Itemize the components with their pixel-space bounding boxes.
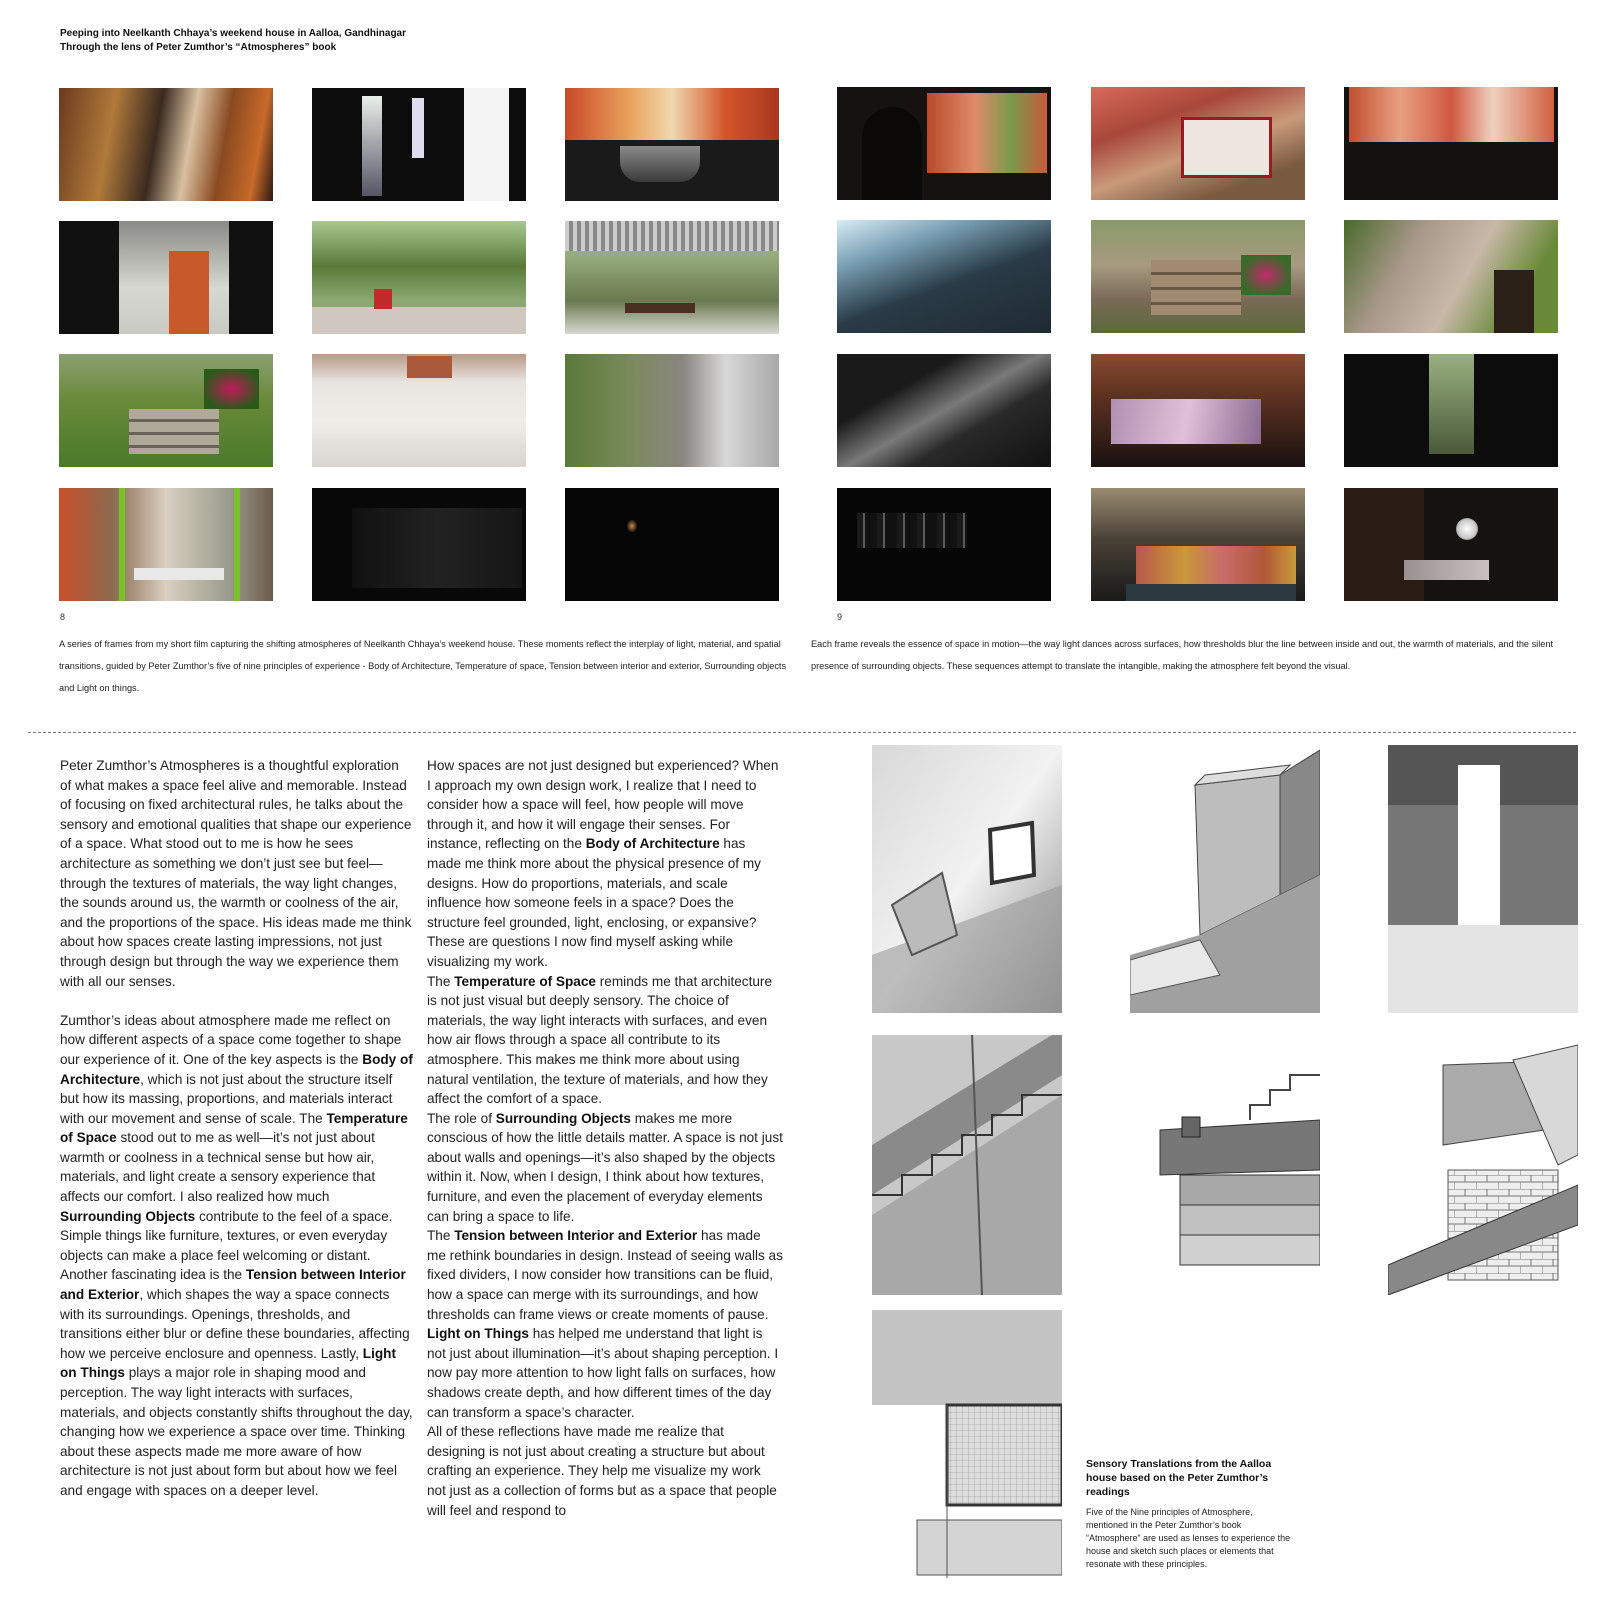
header-title: Peeping into Neelkanth Chhaya’s weekend house in Aalloa, Gandhinagar [60,28,407,39]
page-number-left: 8 [60,612,66,622]
photo-frame-dark-interior [312,88,526,201]
sketch-staircase [872,1035,1062,1295]
photo-frame-orange-room [59,488,273,601]
photo-frame-table-trees [312,221,526,334]
photo-frame-verandah [565,221,779,334]
section-divider [28,732,1576,733]
essay-paragraph: Peter Zumthor’s Atmospheres is a thoughtful exploration of what makes a space feel alive and memorable. Instead of focusing on fixed architectural rules, he talks about the sensory and emotional qualities that shape our experience of a space. What stood out to me is how he sees architecture as something we don’t just see but feel—through the textures of materials, the way light changes, the sounds around us, the warmth or coolness of the air, and the proportions of the space. His ideas made me think about how spaces create lasting impressions, not just through design but through the way we experience them with all our senses. [60,758,412,989]
photo-frame-sunlit-floor [837,220,1051,333]
photo-frame-orange-corridor [59,221,273,334]
photo-frame-garden-wall [1344,220,1558,333]
photo-frame-garden-steps [59,354,273,467]
essay-paragraph: All of these reflections have made me realize that designing is not just about creating a structure but about crafting an experience. They help me visualize my work not just as a collection of forms but as a space that people will feel and respond to [427,1424,777,1518]
sketches-title: Sensory Translations from the Aalloa house based on the Peter Zumthor’s readings [1086,1458,1272,1498]
sketch-brick-slabs [1388,1035,1578,1295]
essay-paragraph: The Tension between Interior and Exterior has made me rethink boundaries in design. Instead of seeing walls as fixed dividers, I now consider how transitions can be fluid, how a space can merge with its surroundings, and how thresholds can frame views or create moments of pause. [427,1228,783,1322]
document-header [60,27,406,55]
photo-frame-night-lamp [565,488,779,601]
sketch-stone-steps [1130,1035,1320,1295]
photo-frame-night-screens [837,488,1051,601]
photo-frame-kitchen-pan [565,88,779,201]
sketch-window-opening [872,1310,1062,1578]
photo-frame-bookshelf [59,88,273,201]
essay-column-1 [60,756,413,1501]
photo-frame-dark-doorway [1344,354,1558,467]
sketch-light-doorway [1388,745,1578,1013]
page-number-right: 9 [837,612,843,622]
photo-frame-side-passage [565,354,779,467]
essay-paragraph: Zumthor’s ideas about atmosphere made me reflect on how different aspects of a space come together to shape our experience of it. One of the key aspects is the Body of Architecture, which is not just about the structure itself but how its massing, proportions, and materials interact with our movement and sense of scale. The Temperature of Space stood out to me as well—it’s not just about warmth or coolness in a technical sense but how air, materials, and light create a sensory experience that affects our comfort. I also realized how much Surrounding Objects contribute to the feel of a space. Simple things like furniture, textures, or even everyday objects can make a place feel welcoming or distant. Another fascinating idea is the Tension between Interior and Exterior, which shapes the way a space connects with its surroundings. Openings, thresholds, and transitions either blur or define these boundaries, affecting how we perceive enclosure and openness. Lastly, Light on Things plays a major role in shaping mood and perception. The way light interacts with surfaces, materials, and objects constantly shifts throughout the day, changing how we experience a space over time. Thinking about these aspects made me more aware of how architecture is not just about form but about how we feel and engage with spaces on a deeper level. [60,1012,413,1498]
photo-frame-person-window [837,87,1051,200]
essay-paragraph: The role of Surrounding Objects makes me more conscious of how the little details matter. A space is not just about walls and openings—it’s also shaped by the objects within it. Now, when I design, I think about how textures, furniture, and even the placement of everyday elements can bring a space to life. [427,1110,783,1224]
sketch-concrete-corner [1130,745,1320,1013]
photo-frame-kitchen-window [1344,87,1558,200]
photo-frame-courtyard [312,354,526,467]
photo-frame-bougainvillea-house [1091,87,1305,200]
left-gallery-caption: A series of frames from my short film capturing the shifting atmospheres of Neelkanth Chhaya’s weekend house. These moments reflect the interplay of light, material, and spatial transitions, guided by Peter Zumthor’s five of nine principles of experience - Body of Architecture, Temperature of space, Tension between interior and exterior, Surrounding objects and Light on things. [59,639,787,693]
header-subtitle: Through the lens of Peter Zumthor’s “Atmospheres” book [60,42,337,53]
sketch-window-room [872,745,1062,1013]
essay-paragraph: How spaces are not just designed but experienced? When I approach my own design work, I realize that I need to consider how a space will feel, how people will move through it, and how it will engage their senses. For instance, reflecting on the Body of Architecture has made me think more about the physical presence of my designs. How do proportions, materials, and scale influence how someone feels in a space? Does the structure feel grounded, light, enclosing, or expansive? These are questions I now find myself asking while visualizing my work. [427,758,779,969]
essay-paragraph: Light on Things has helped me understand that light is not just about illumination—it’s about shaping perception. I now pay more attention to how light falls on surfaces, how shadows create depth, and how different times of the day can transform a space’s character. [427,1326,779,1420]
essay-paragraph: The Temperature of Space reminds me that architecture is not just visual but deeply sensory. The choice of materials, the way light interacts with surfaces, and even how air flows through a space all contribute to its atmosphere. This makes me think more about using natural ventilation, the texture of materials, and how they affect the comfort of a space. [427,973,773,1107]
photo-frame-night-window [312,488,526,601]
photo-frame-bed-light [1091,354,1305,467]
photo-frame-stone-steps [1091,220,1305,333]
photo-frame-bedroom-lamp [1344,488,1558,601]
photo-frame-dark-room [837,354,1051,467]
essay-column-2 [427,756,783,1520]
photo-frame-cushions [1091,488,1305,601]
right-gallery-caption: Each frame reveals the essence of space in motion—the way light dances across surfaces, how thresholds blur the line between inside and out, the warmth of materials, and the silent presence of surrounding objects. These sequences attempt to translate the intangible, making the atmosphere felt beyond the visual. [811,639,1554,671]
sketches-description: Five of the Nine principles of Atmosphere, mentioned in the Peter Zumthor’s book “Atmosphere” are used as lenses to experience the house and sketch such places or elements that resonate with these principles. [1086,1507,1291,1569]
